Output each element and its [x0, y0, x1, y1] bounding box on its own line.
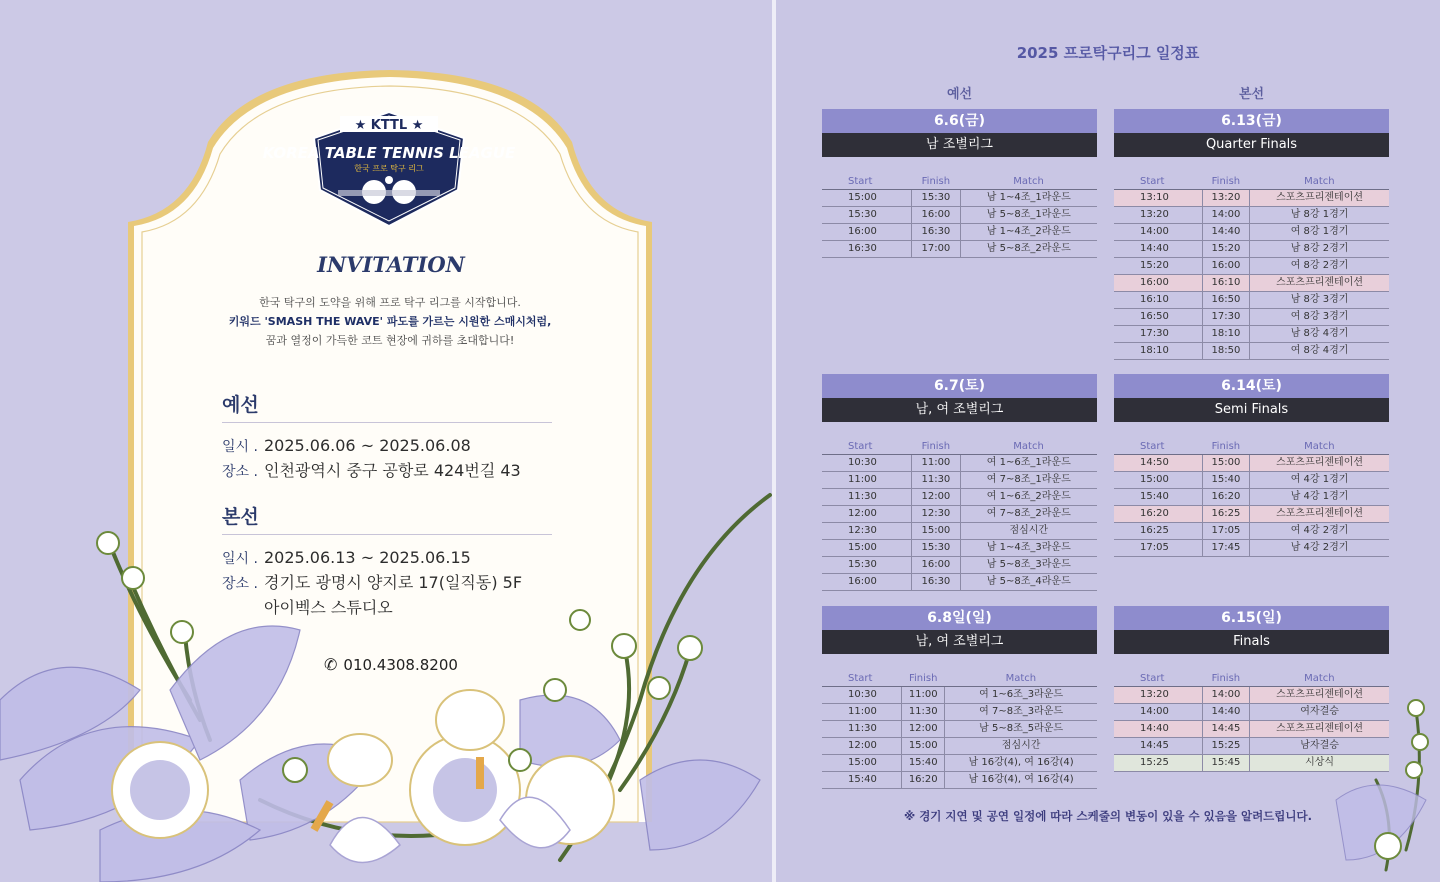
- prelim-place: 인천광역시 중구 공항로 424번길 43: [264, 461, 521, 480]
- start-cell: 15:25: [1114, 755, 1202, 772]
- match-cell: 남 5~8조_2라운드: [960, 241, 1097, 258]
- finish-cell: 15:40: [1202, 472, 1250, 489]
- prelim-date-label: 일시 .: [222, 439, 258, 455]
- finish-cell: 12:30: [912, 506, 960, 523]
- block-sub-header: 남, 여 조별리그: [822, 630, 1097, 654]
- match-cell: 스포츠프리젠테이션: [1250, 687, 1389, 704]
- start-cell: 16:00: [1114, 275, 1202, 292]
- finish-cell: 17:45: [1202, 540, 1250, 557]
- finish-header: Finish: [1202, 174, 1250, 190]
- intro-line-1: 한국 탁구의 도약을 위해 프로 탁구 리그를 시작합니다.: [259, 296, 521, 309]
- match-header: Match: [945, 671, 1097, 687]
- start-header: Start: [1114, 671, 1202, 687]
- match-cell: 남 1~4조_3라운드: [960, 540, 1097, 557]
- svg-text:★ KTTL ★: ★ KTTL ★: [354, 118, 424, 133]
- finish-cell: 14:40: [1202, 224, 1250, 241]
- finish-cell: 16:20: [1202, 489, 1250, 506]
- finish-cell: 14:00: [1202, 207, 1250, 224]
- start-cell: 16:30: [822, 241, 912, 258]
- main-title: 본선: [222, 506, 259, 528]
- start-cell: 13:20: [1114, 687, 1202, 704]
- match-cell: 남 8강 2경기: [1250, 241, 1389, 258]
- start-cell: 12:30: [822, 523, 912, 540]
- match-cell: 스포츠프리젠테이션: [1250, 721, 1389, 738]
- finish-cell: 11:30: [902, 704, 945, 721]
- prelim-date: 2025.06.06 ~ 2025.06.08: [264, 436, 471, 455]
- match-cell: 여 8강 3경기: [1250, 309, 1389, 326]
- start-cell: 11:30: [822, 489, 912, 506]
- start-cell: 15:00: [822, 755, 902, 772]
- block-sub-header: 남, 여 조별리그: [822, 398, 1097, 422]
- phone-icon: ✆: [324, 655, 338, 674]
- start-cell: 15:40: [822, 772, 902, 789]
- block-sub-header: Semi Finals: [1114, 398, 1389, 422]
- finish-cell: 16:50: [1202, 292, 1250, 309]
- start-cell: 15:00: [822, 190, 912, 207]
- match-cell: 스포츠프리젠테이션: [1250, 275, 1389, 292]
- finish-cell: 15:30: [912, 540, 960, 557]
- finish-cell: 12:00: [912, 489, 960, 506]
- start-cell: 10:30: [822, 455, 912, 472]
- match-cell: 여 8강 1경기: [1250, 224, 1389, 241]
- start-cell: 14:00: [1114, 704, 1202, 721]
- finish-cell: 15:40: [902, 755, 945, 772]
- start-cell: 12:00: [822, 506, 912, 523]
- match-cell: 여 7~8조_1라운드: [960, 472, 1097, 489]
- col-prelim-title: 예선: [946, 87, 973, 102]
- match-cell: 남 8강 1경기: [1250, 207, 1389, 224]
- match-cell: 점심시간: [945, 738, 1097, 755]
- match-cell: 여 1~6조_3라운드: [945, 687, 1097, 704]
- match-cell: 남 8강 3경기: [1250, 292, 1389, 309]
- finish-header: Finish: [912, 174, 960, 190]
- match-cell: 시상식: [1250, 755, 1389, 772]
- schedule-panel: [776, 0, 1440, 882]
- start-cell: 14:45: [1114, 738, 1202, 755]
- start-cell: 16:20: [1114, 506, 1202, 523]
- finish-cell: 11:00: [902, 687, 945, 704]
- intro-line-3: 꿈과 열정이 가득한 코트 현장에 귀하를 초대합니다!: [265, 334, 515, 347]
- start-cell: 11:30: [822, 721, 902, 738]
- finish-cell: 11:30: [912, 472, 960, 489]
- start-header: Start: [822, 174, 912, 190]
- finish-header: Finish: [1202, 439, 1250, 455]
- start-cell: 14:50: [1114, 455, 1202, 472]
- start-cell: 14:40: [1114, 241, 1202, 258]
- finish-cell: 14:45: [1202, 721, 1250, 738]
- invitation-title: INVITATION: [317, 252, 465, 277]
- finish-cell: 17:30: [1202, 309, 1250, 326]
- match-cell: 여자결승: [1250, 704, 1389, 721]
- block-date-header: 6.7(토): [822, 374, 1097, 398]
- match-cell: 남 8강 4경기: [1250, 326, 1389, 343]
- svg-text:한국 프로 탁구 리그: 한국 프로 탁구 리그: [354, 164, 424, 173]
- start-cell: 16:50: [1114, 309, 1202, 326]
- finish-header: Finish: [1202, 671, 1250, 687]
- match-cell: 남 4강 2경기: [1250, 540, 1389, 557]
- phone-number: 010.4308.8200: [343, 656, 458, 674]
- match-cell: 여 7~8조_3라운드: [945, 704, 1097, 721]
- start-header: Start: [822, 439, 912, 455]
- match-cell: 남 1~4조_1라운드: [960, 190, 1097, 207]
- match-cell: 스포츠프리젠테이션: [1250, 455, 1389, 472]
- finish-cell: 16:25: [1202, 506, 1250, 523]
- svg-text:KOREA TABLE TENNIS LEAGUE: KOREA TABLE TENNIS LEAGUE: [262, 144, 516, 162]
- schedule-note: ※ 경기 지연 및 공연 일정에 따라 스케줄의 변동이 있을 수 있음을 알려드립니다.: [904, 809, 1312, 823]
- start-cell: 16:25: [1114, 523, 1202, 540]
- match-header: Match: [960, 439, 1097, 455]
- start-cell: 16:00: [822, 224, 912, 241]
- match-cell: 남 5~8조_4라운드: [960, 574, 1097, 591]
- block-date-header: 6.13(금): [1114, 109, 1389, 133]
- match-header: Match: [1250, 439, 1389, 455]
- main-place-line1: 경기도 광명시 양지로 17(일직동) 5F: [264, 573, 523, 592]
- start-header: Start: [1114, 174, 1202, 190]
- start-cell: 14:40: [1114, 721, 1202, 738]
- finish-cell: 16:20: [902, 772, 945, 789]
- finish-cell: 17:05: [1202, 523, 1250, 540]
- finish-cell: 14:40: [1202, 704, 1250, 721]
- match-cell: 여 4강 1경기: [1250, 472, 1389, 489]
- match-cell: 여 8강 4경기: [1250, 343, 1389, 360]
- start-header: Start: [822, 671, 902, 687]
- match-cell: 남 5~8조_3라운드: [960, 557, 1097, 574]
- start-cell: 18:10: [1114, 343, 1202, 360]
- start-cell: 13:20: [1114, 207, 1202, 224]
- match-cell: 남 4강 1경기: [1250, 489, 1389, 506]
- start-cell: 17:05: [1114, 540, 1202, 557]
- start-cell: 13:10: [1114, 190, 1202, 207]
- block-date-header: 6.14(토): [1114, 374, 1389, 398]
- finish-cell: 16:00: [1202, 258, 1250, 275]
- finish-cell: 18:10: [1202, 326, 1250, 343]
- finish-cell: 15:30: [912, 190, 960, 207]
- finish-header: Finish: [912, 439, 960, 455]
- main-date: 2025.06.13 ~ 2025.06.15: [264, 548, 471, 567]
- start-cell: 16:00: [822, 574, 912, 591]
- finish-cell: 16:00: [912, 207, 960, 224]
- finish-cell: 13:20: [1202, 190, 1250, 207]
- prelim-place-label: 장소 .: [222, 464, 258, 480]
- match-cell: 스포츠프리젠테이션: [1250, 190, 1389, 207]
- start-cell: 15:00: [822, 540, 912, 557]
- match-cell: 남 5~8조_1라운드: [960, 207, 1097, 224]
- finish-cell: 16:10: [1202, 275, 1250, 292]
- finish-cell: 15:45: [1202, 755, 1250, 772]
- block-date-header: 6.8일(일): [822, 606, 1097, 630]
- finish-cell: 17:00: [912, 241, 960, 258]
- start-cell: 16:10: [1114, 292, 1202, 309]
- start-cell: 15:30: [822, 207, 912, 224]
- finish-cell: 18:50: [1202, 343, 1250, 360]
- right-flower-decoration: [776, 0, 1440, 882]
- finish-header: Finish: [902, 671, 945, 687]
- finish-cell: 15:00: [912, 523, 960, 540]
- start-cell: 15:20: [1114, 258, 1202, 275]
- start-cell: 12:00: [822, 738, 902, 755]
- block-date-header: 6.6(금): [822, 109, 1097, 133]
- start-cell: 11:00: [822, 472, 912, 489]
- start-cell: 17:30: [1114, 326, 1202, 343]
- main-date-label: 일시 .: [222, 551, 258, 567]
- finish-cell: 12:00: [902, 721, 945, 738]
- prelim-title: 예선: [222, 394, 259, 416]
- start-cell: 11:00: [822, 704, 902, 721]
- finish-cell: 11:00: [912, 455, 960, 472]
- finish-cell: 14:00: [1202, 687, 1250, 704]
- finish-cell: 16:30: [912, 574, 960, 591]
- finish-cell: 15:20: [1202, 241, 1250, 258]
- start-cell: 15:00: [1114, 472, 1202, 489]
- start-cell: 14:00: [1114, 224, 1202, 241]
- finish-cell: 16:30: [912, 224, 960, 241]
- match-cell: 점심시간: [960, 523, 1097, 540]
- finish-cell: 16:00: [912, 557, 960, 574]
- finish-cell: 15:00: [902, 738, 945, 755]
- match-header: Match: [1250, 671, 1389, 687]
- match-cell: 여 1~6조_2라운드: [960, 489, 1097, 506]
- start-cell: 15:40: [1114, 489, 1202, 506]
- match-header: Match: [960, 174, 1097, 190]
- match-cell: 남 16강(4), 여 16강(4): [945, 772, 1097, 789]
- match-cell: 남 1~4조_2라운드: [960, 224, 1097, 241]
- match-cell: 남자결승: [1250, 738, 1389, 755]
- main-place-label: 장소 .: [222, 576, 258, 592]
- start-cell: 10:30: [822, 687, 902, 704]
- block-date-header: 6.15(일): [1114, 606, 1389, 630]
- match-cell: 남 16강(4), 여 16강(4): [945, 755, 1097, 772]
- col-main-title: 본선: [1238, 87, 1265, 102]
- finish-cell: 15:25: [1202, 738, 1250, 755]
- match-cell: 여 7~8조_2라운드: [960, 506, 1097, 523]
- start-header: Start: [1114, 439, 1202, 455]
- block-sub-header: 남 조별리그: [822, 133, 1097, 157]
- match-cell: 여 8강 2경기: [1250, 258, 1389, 275]
- intro-line-2: 키워드 'SMASH THE WAVE' 파도를 가르는 시원한 스매시처럼,: [228, 315, 552, 328]
- block-sub-header: Quarter Finals: [1114, 133, 1389, 157]
- match-cell: 여 4강 2경기: [1250, 523, 1389, 540]
- match-header: Match: [1250, 174, 1389, 190]
- match-cell: 여 1~6조_1라운드: [960, 455, 1097, 472]
- block-sub-header: Finals: [1114, 630, 1389, 654]
- match-cell: 스포츠프리젠테이션: [1250, 506, 1389, 523]
- finish-cell: 15:00: [1202, 455, 1250, 472]
- schedule-title: 2025 프로탁구리그 일정표: [1016, 44, 1200, 62]
- main-place-line2: 아이벡스 스튜디오: [264, 598, 393, 617]
- match-cell: 남 5~8조_5라운드: [945, 721, 1097, 738]
- start-cell: 15:30: [822, 557, 912, 574]
